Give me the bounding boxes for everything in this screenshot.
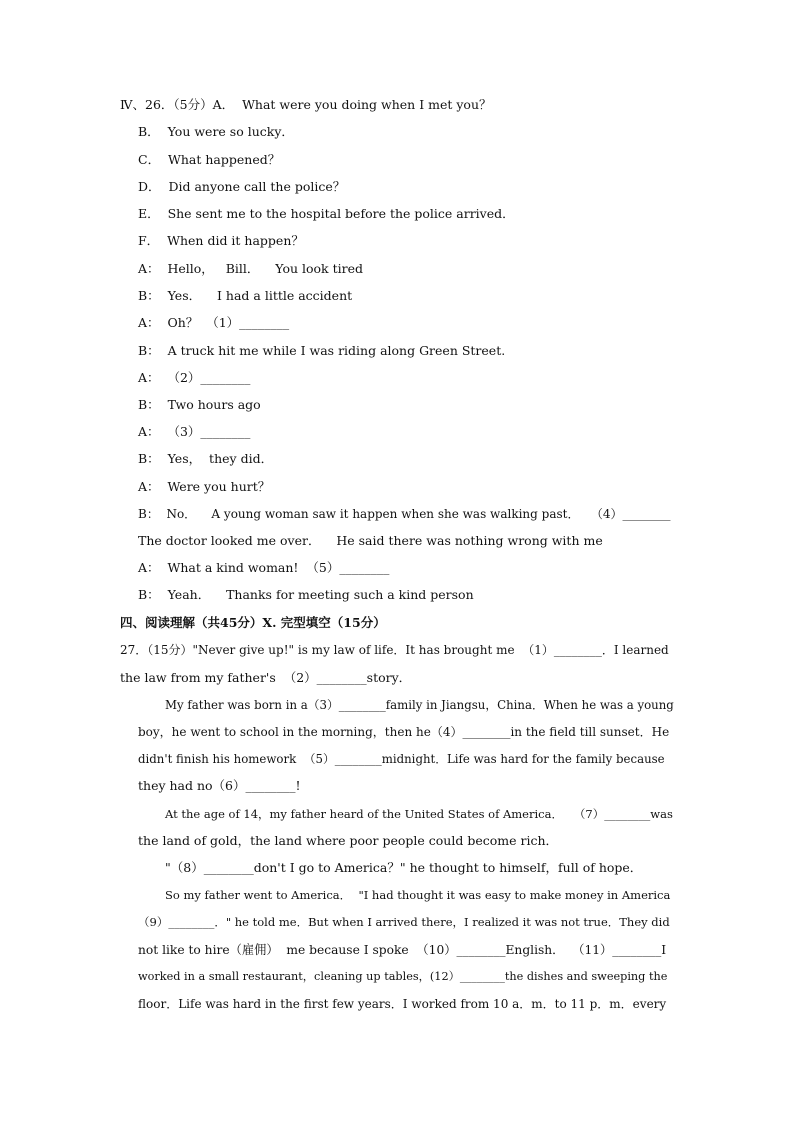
passage-line: not like to hire（雇佣） me because I spoke （10）________English． （11）________I (138, 943, 667, 957)
passage-line: （9）________．" he told me．But when I arrived there，I realized it was not true．They did (138, 915, 670, 929)
passage-line: boy，he went to school in the morning，then he（4）________in the field till sunset．He (138, 725, 670, 739)
dialogue-line: B： A truck hit me while I was riding along Green Street. (138, 343, 506, 358)
passage-line: the law from my father's （2）________story． (120, 670, 412, 685)
passage-line: At the age of 14，my father heard of the United States of America． （7）________was (165, 807, 673, 821)
dialogue-line: A： （2）________ (138, 370, 251, 385)
option-f: F． When did it happen？ (138, 233, 304, 248)
passage-line: the land of gold，the land where poor people could become rich． (138, 833, 559, 848)
passage-line: floor．Life was hard in the first few years．I worked from 10 a．m．to 11 p．m．every (138, 997, 667, 1011)
dialogue-line: B： No． A young woman saw it happen when she was walking past． （4）________ (138, 507, 671, 521)
dialogue-line: A： What a kind woman! （5）________ (138, 560, 390, 575)
passage-line: 27．（15分）"Never give up!" is my law of life．It has brought me （1）________．I learned (120, 643, 669, 657)
option-b: B． You were so lucky． (138, 124, 294, 139)
section-heading: 四、阅读理解（共45分）X. 完型填空（15分） (120, 615, 386, 630)
passage-line: My father was born in a（3）________family in Jiangsu，China．When he was a young (165, 698, 674, 712)
q26-header: Ⅳ、26．（5分）A． What were you doing when I met you？ (120, 97, 492, 112)
dialogue-line: A： Hello， Bill． You look tired (138, 261, 363, 276)
dialogue-line: A： Were you hurt？ (138, 479, 271, 494)
dialogue-line: A： （3）________ (138, 424, 251, 439)
dialogue-line: A： Oh？ （1）________ (138, 315, 290, 330)
dialogue-line: B： Two hours ago (138, 397, 261, 412)
option-e: E． She sent me to the hospital before the police arrived． (138, 206, 515, 221)
passage-line: So my father went to America． "I had thought it was easy to make money in America (165, 888, 671, 902)
passage-line: worked in a small restaurant，cleaning up tables，(12）________the dishes and sweeping the (138, 970, 668, 983)
dialogue-line: B： Yes， they did． (138, 451, 274, 466)
passage-line: didn't finish his homework （5）________midnight．Life was hard for the family because (138, 752, 665, 766)
dialogue-line: B： Yeah． Thanks for meeting such a kind person (138, 587, 474, 602)
dialogue-line: The doctor looked me over． He said there was nothing wrong with me (138, 533, 603, 548)
passage-line: "（8）________don't I go to America？" he thought to himself，full of hope． (165, 860, 643, 875)
option-c: C． What happened？ (138, 152, 281, 167)
option-d: D． Did anyone call the police？ (138, 179, 346, 194)
passage-line: they had no（6）________! (138, 778, 301, 793)
dialogue-line: B： Yes． I had a little accident (138, 288, 353, 303)
